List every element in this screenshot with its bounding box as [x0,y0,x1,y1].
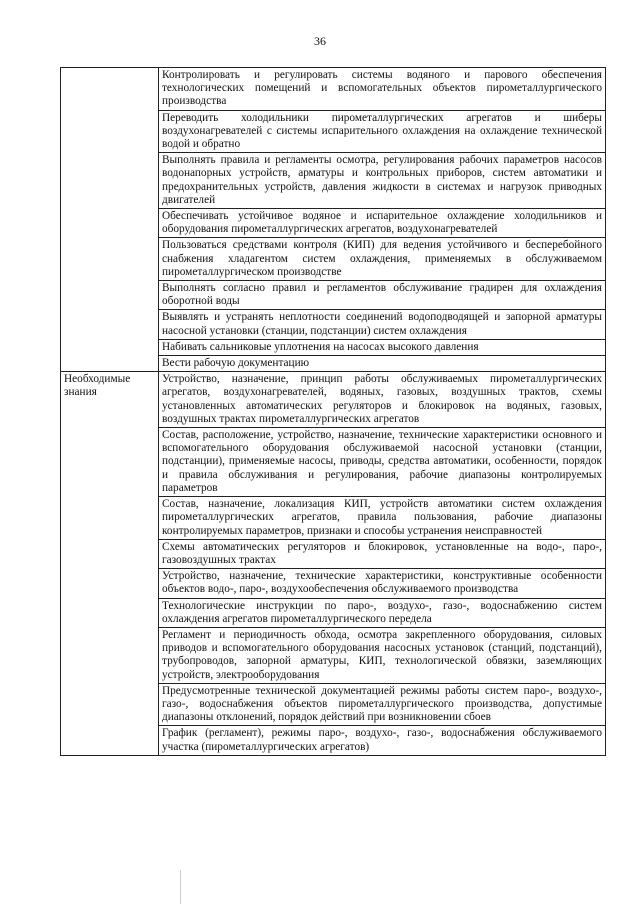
knowledge-item: Состав, расположение, устройство, назначение, технические характеристики основного и вспомогательного оборудования обслуживаемой насосной установки (станции, подстанции), применяемые насосы, приводы, средства автоматики, особенности, порядок и правила обслуживания и регулирования, рабочие диапазоны контролируемых параметров [159,428,606,497]
knowledge-item: Регламент и периодичность обхода, осмотра закрепленного оборудования, силовых приводов и вспомогательного оборудования насосных установок (станций, подстанций), трубопроводов, запорной арматуры, КИП, технологической обвязки, заземляющих устройств, электрооборудования [159,627,606,683]
skill-item: Пользоваться средствами контроля (КИП) для ведения устойчивого и бесперебойного снабжения хладагентом систем охлаждения, применяемых в обслуживаемом пирометаллургическом производстве [159,238,606,281]
knowledge-item: Технологические инструкции по паро-, воздухо-, газо-, водоснабжению систем охлаждения агрегатов пирометаллургического передела [159,598,606,627]
knowledge-item: Состав, назначение, локализация КИП, устройств автоматики систем охлаждения пирометаллургических агрегатов, правила пользования, рабочие диапазоны контролируемых параметров, признаки и способы устранения неисправностей [159,497,606,540]
skill-item: Выполнять правила и регламенты осмотра, регулирования рабочих параметров насосов водонапорных устройств, арматуры и контрольных приборов, систем автоматики и предохранительных устройств, давления жидкости в системах и нагрузок приводных двигателей [159,153,606,209]
page-number: 36 [314,34,326,48]
skill-item: Выполнять согласно правил и регламентов обслуживание градирен для охлаждения оборотной воды [159,281,606,310]
knowledge-label-cell: Необходимые знания [61,372,159,755]
scan-artifact-line [180,870,181,904]
skill-item: Выявлять и устранять неплотности соединений водоподводящей и запорной арматуры насосной установки (станции, подстанции) систем охлаждения [159,310,606,339]
competency-table [60,67,606,756]
knowledge-item: Устройство, назначение, принцип работы обслуживаемых пирометаллургических агрегатов, воздухонагревателей, водяных, газовых, воздушных трактов, схемы установленных автоматических регуляторов и блокировок на водяных, газовых, воздушных трактах пирометаллургических агрегатов [159,372,606,428]
skills-label-cell [61,68,159,372]
skill-item: Вести рабочую документацию [159,356,606,372]
skill-item: Контролировать и регулировать системы водяного и парового обеспечения технологических помещений и вспомогательных объектов пирометаллургического производства [159,68,606,111]
knowledge-item: Предусмотренные технической документацией режимы работы систем паро-, воздухо-, газо-, водоснабжения объектов пирометаллургического производства, допустимые диапазоны отклонений, порядок действий при возникновении сбоев [159,683,606,726]
skill-item: Набивать сальниковые уплотнения на насосах высокого давления [159,339,606,355]
skill-item: Переводить холодильники пирометаллургических агрегатов и шиберы воздухонагревателей с системы испарительного охлаждения на охлаждение технической водой и обратно [159,110,606,153]
table-row [61,372,606,428]
table-row [61,68,606,111]
knowledge-item: Устройство, назначение, технические характеристики, конструктивные особенности объектов водо-, паро-, воздухообеспечения обслуживаемого производства [159,569,606,598]
skill-item: Обеспечивать устойчивое водяное и испарительное охлаждение холодильников и оборудования пирометаллургических агрегатов, воздухонагревателей [159,209,606,238]
knowledge-item: График (регламент), режимы паро-, воздухо-, газо-, водоснабжения обслуживаемого участка (пирометаллургических агрегатов) [159,726,606,755]
knowledge-item: Схемы автоматических регуляторов и блокировок, установленные на водо-, паро-, газовоздушных трактах [159,539,606,568]
